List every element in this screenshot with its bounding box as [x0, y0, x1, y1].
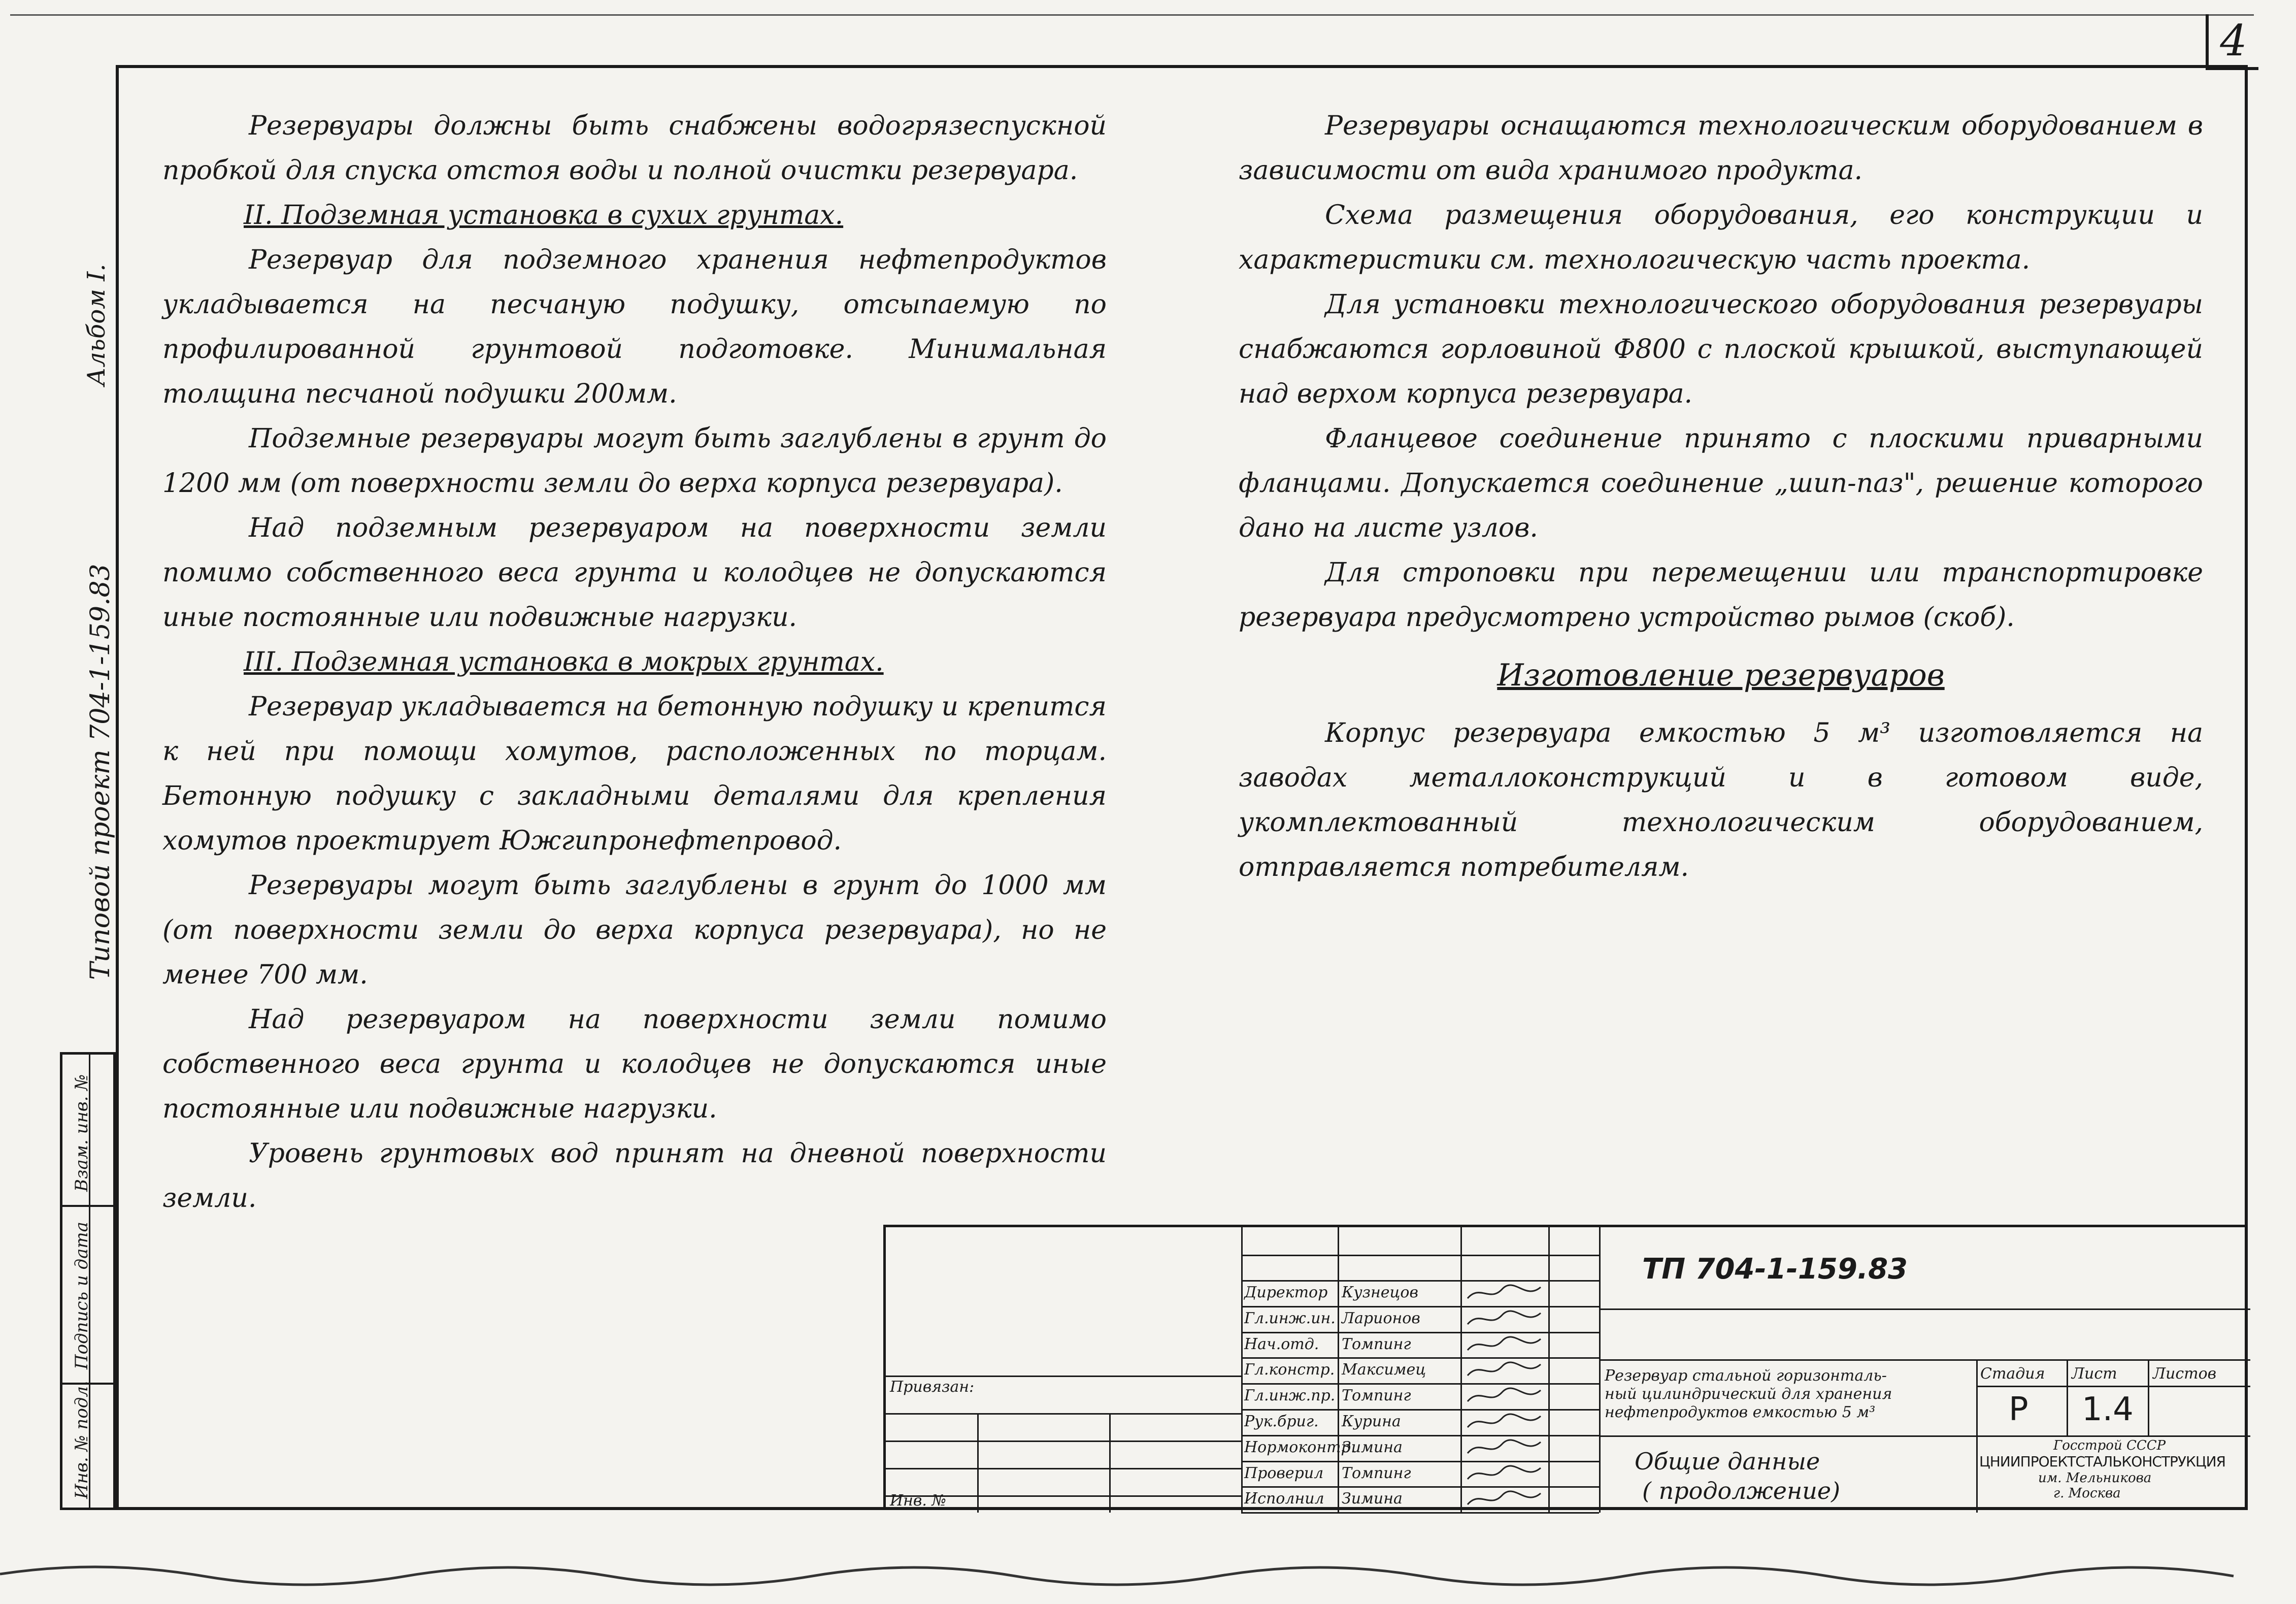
org-line-3: им. Мельникова — [2038, 1470, 2152, 1486]
paragraph: Подземные резервуары могут быть заглублены в грунт до 1200 мм (от поверхности земли до верха корпуса резервуара). — [162, 423, 1107, 499]
album-label: Альбом I. — [82, 264, 111, 386]
title-block — [883, 1225, 2248, 1510]
org-line-4: г. Москва — [2053, 1486, 2121, 1501]
person-name: Курина — [1342, 1413, 1401, 1430]
paragraph: Резервуары могут быть заглублены в грунт до 1000 мм (от поверхности земли до верха корпуса резервуара), но не менее 700 мм. — [162, 870, 1107, 990]
left-text-column — [162, 104, 1107, 1221]
description-line-2: ный цилиндрический для хранения — [1605, 1385, 1892, 1403]
paragraph: Резервуар укладывается на бетонную подушку и крепится к ней при помощи хомутов, расположенных по торцам. Бетонную подушку с закладными деталями для крепления хомутов проектирует Южгипронефтепровод. — [162, 692, 1107, 856]
signature — [1465, 1488, 1546, 1511]
paragraph: Над подземным резервуаром на поверхности земли помимо собственного веса грунта и колодцев не допускаются иные постоянные или подвижные нагрузки. — [162, 513, 1107, 633]
drawing-code: ТП 704-1-159.83 — [1642, 1253, 1908, 1286]
org-line-1: Госстрой СССР — [2053, 1438, 2166, 1453]
bottom-edge-line — [0, 1554, 2296, 1604]
signature — [1465, 1463, 1546, 1485]
paragraph: Над резервуаром на поверхности земли помимо собственного веса грунта и колодцев не допускаются иные постоянные или подвижные нагрузки. — [162, 1004, 1107, 1124]
right-text-column — [1239, 104, 2203, 890]
side-label-vzam: Взам. инв. № — [72, 1074, 92, 1192]
signature — [1465, 1437, 1546, 1459]
signature — [1465, 1282, 1546, 1304]
stage-header: Стадия — [1980, 1365, 2045, 1383]
sheet-value: 1.4 — [2082, 1391, 2134, 1428]
signature — [1465, 1308, 1546, 1330]
section-heading: III. Подземная установка в мокрых грунтах. — [244, 647, 884, 677]
side-approval-table — [60, 1052, 116, 1510]
stage-value: Р — [2009, 1391, 2028, 1428]
role-label: Исполнил — [1244, 1490, 1324, 1508]
section-heading: Изготовление резервуаров — [1497, 658, 1945, 693]
paragraph: Для установки технологического оборудования резервуары снабжаются горловиной Ф800 с плоской крышкой, выступающей над верхом корпуса резервуара. — [1239, 289, 2203, 409]
inv-no-label: Инв. № — [890, 1492, 946, 1510]
role-label: Директор — [1244, 1284, 1328, 1301]
signature — [1465, 1334, 1546, 1356]
top-rule — [10, 14, 2254, 16]
person-name: Кузнецов — [1342, 1284, 1418, 1301]
sheet-number: 4 — [2206, 14, 2258, 70]
person-name: Томпинг — [1342, 1387, 1411, 1405]
person-name: Зимина — [1342, 1490, 1403, 1508]
description-line-3: нефтепродуктов емкостью 5 м³ — [1605, 1403, 1876, 1421]
signature — [1465, 1385, 1546, 1407]
paragraph: Для строповки при перемещении или транспортировке резервуара предусмотрено устройство рымов (скоб). — [1239, 558, 2203, 633]
role-label: Рук.бриг. — [1244, 1413, 1319, 1430]
paragraph: Резервуары должны быть снабжены водогрязеспускной пробкой для спуска отстоя воды и полной очистки резервуара. — [162, 111, 1107, 186]
role-label: Гл.инж.ин. — [1244, 1309, 1336, 1327]
signature — [1465, 1411, 1546, 1433]
paragraph: Уровень грунтовых вод принят на дневной поверхности земли. — [162, 1138, 1107, 1214]
paragraph: Фланцевое соединение принято с плоскими приварными фланцами. Допускается соединение „шип-паз", решение которого дано на листе узлов. — [1239, 423, 2203, 543]
section-heading: II. Подземная установка в сухих грунтах. — [244, 200, 844, 231]
role-label: Нач.отд. — [1244, 1335, 1319, 1353]
sheets-header: Листов — [2153, 1365, 2217, 1383]
sheet-title-line-2: ( продолжение) — [1642, 1477, 1841, 1504]
role-label: Проверил — [1244, 1464, 1324, 1482]
description-line-1: Резервуар стальной горизонталь- — [1605, 1367, 1887, 1385]
sheet-title-line-1: Общие данные — [1635, 1448, 1820, 1475]
paragraph: Резервуары оснащаются технологическим оборудованием в зависимости от вида хранимого продукта. — [1239, 111, 2203, 186]
person-name: Максимец — [1342, 1361, 1426, 1379]
project-label: Типовой проект 704-1-159.83 — [85, 564, 116, 980]
person-name: Зимина — [1342, 1438, 1403, 1456]
paragraph: Корпус резервуара емкостью 5 м³ изготовляется на заводах металлоконструкций и в готовом виде, укомплектованный технологическим оборудованием, отправляется потребителям. — [1239, 718, 2203, 882]
role-label: Гл.инж.пр. — [1244, 1387, 1336, 1405]
privyazan-label: Привязан: — [890, 1378, 975, 1396]
org-line-2: ЦНИИПРОЕКТСТАЛЬКОНСТРУКЦИЯ — [1979, 1453, 2225, 1470]
paragraph: Резервуар для подземного хранения нефтепродуктов укладывается на песчаную подушку, отсыпаемую по профилированной грунтовой подготовке. Минимальная толщина песчаной подушки 200мм. — [162, 245, 1107, 409]
role-label: Гл.констр. — [1244, 1361, 1335, 1379]
person-name: Ларионов — [1342, 1309, 1420, 1327]
person-name: Томпинг — [1342, 1335, 1411, 1353]
side-label-podpis: Подпись и дата — [72, 1222, 92, 1369]
role-label: Нормоконтр. — [1244, 1438, 1356, 1456]
side-label-inv: Инв. № подл. — [72, 1381, 92, 1499]
sheet-header: Лист — [2072, 1365, 2117, 1383]
signature — [1465, 1359, 1546, 1382]
paragraph: Схема размещения оборудования, его конструкции и характеристики см. технологическую часть проекта. — [1239, 200, 2203, 275]
person-name: Томпинг — [1342, 1464, 1411, 1482]
